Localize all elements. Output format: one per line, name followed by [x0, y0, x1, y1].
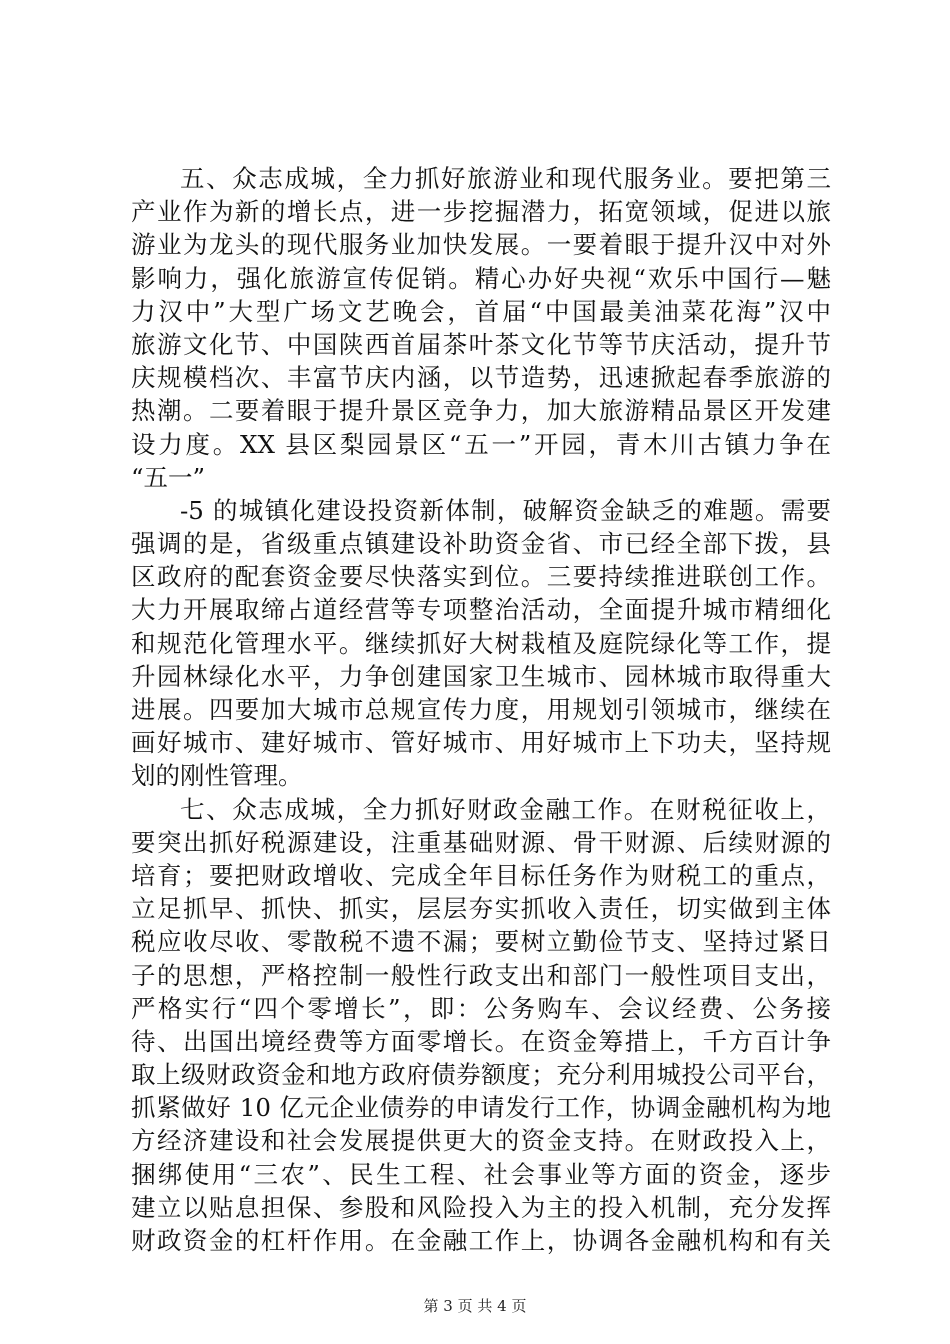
- text-line: 区政府的配套资金要尽快落实到位。三要持续推进联创工作。: [131, 562, 831, 592]
- text-line: 庆规模档次、丰富节庆内涵，以节造势，迅速掀起春季旅游的: [131, 363, 831, 393]
- text-line: 培育；要把财政增收、完成全年目标任务作为财税工的重点，: [131, 860, 831, 890]
- text-line: 旅游文化节、中国陕西首届茶叶茶文化节等节庆活动，提升节: [131, 329, 831, 359]
- document-body: [131, 162, 831, 1257]
- text-line: 严格实行“四个零增长”，即：公务购车、会议经费、公务接: [131, 993, 831, 1023]
- text-line: 财政资金的杠杆作用。在金融工作上，协调各金融机构和有关: [131, 1226, 831, 1255]
- text-line: 五、众志成城，全力抓好旅游业和现代服务业。要把第三: [180, 164, 831, 193]
- text-line: 影响力，强化旅游宣传促销。精心办好央视“欢乐中国行—魅: [131, 263, 831, 293]
- text-line: -5 的城镇化建设投资新体制，破解资金缺乏的难题。需要: [180, 495, 831, 525]
- text-line: 子的思想，严格控制一般性行政支出和部门一般性项目支出，: [131, 960, 831, 990]
- text-line: 和规范化管理水平。继续抓好大树栽植及庭院绿化等工作，提: [131, 628, 831, 658]
- text-line: 要突出抓好税源建设，注重基础财源、骨干财源、后续财源的: [131, 827, 831, 857]
- text-line: 税应收尽收、零散税不遗不漏；要树立勤俭节支、坚持过紧日: [131, 927, 831, 957]
- text-line: 方经济建设和社会发展提供更大的资金支持。在财政投入上，: [131, 1126, 831, 1156]
- text-line: 立足抓早、抓快、抓实，层层夯实抓收入责任，切实做到主体: [131, 894, 831, 924]
- text-line: 七、众志成城，全力抓好财政金融工作。在财税征收上，: [180, 794, 831, 824]
- text-line: 热潮。二要着眼于提升景区竞争力，加大旅游精品景区开发建: [131, 396, 831, 426]
- text-line: 抓紧做好 10 亿元企业债券的申请发行工作，协调金融机构为地: [131, 1093, 831, 1123]
- text-line: 升园林绿化水平，力争创建国家卫生城市、园林城市取得重大: [131, 661, 831, 691]
- text-line: 设力度。XX 县区梨园景区“五一”开园，青木川古镇力争在: [131, 429, 831, 459]
- page-number: 第 3 页 共 4 页: [423, 1297, 527, 1315]
- text-line: 强调的是，省级重点镇建设补助资金省、市已经全部下拨，县: [131, 529, 831, 559]
- text-line: 大力开展取缔占道经营等专项整治活动，全面提升城市精细化: [131, 595, 831, 625]
- text-line: “五一”: [131, 462, 206, 492]
- text-line: 画好城市、建好城市、管好城市、用好城市上下功夫，坚持规: [131, 728, 831, 758]
- page-footer: [0, 1296, 950, 1316]
- text-line: 捆绑使用“三农”、民生工程、社会事业等方面的资金，逐步: [131, 1159, 831, 1189]
- text-line: 产业作为新的增长点，进一步挖掘潜力，拓宽领域，促进以旅: [131, 197, 831, 227]
- text-line: 划的刚性管理。: [131, 761, 303, 791]
- text-line: 取上级财政资金和地方政府债券额度；充分利用城投公司平台，: [131, 1060, 831, 1090]
- text-line: 待、出国出境经费等方面零增长。在资金筹措上，千方百计争: [131, 1026, 831, 1056]
- text-line: 进展。四要加大城市总规宣传力度，用规划引领城市，继续在: [131, 695, 831, 724]
- text-line: 建立以贴息担保、参股和风险投入为主的投入机制，充分发挥: [131, 1192, 831, 1222]
- text-line: 游业为龙头的现代服务业加快发展。一要着眼于提升汉中对外: [131, 230, 831, 260]
- text-line: 力汉中”大型广场文艺晚会，首届“中国最美油菜花海”汉中: [131, 296, 831, 326]
